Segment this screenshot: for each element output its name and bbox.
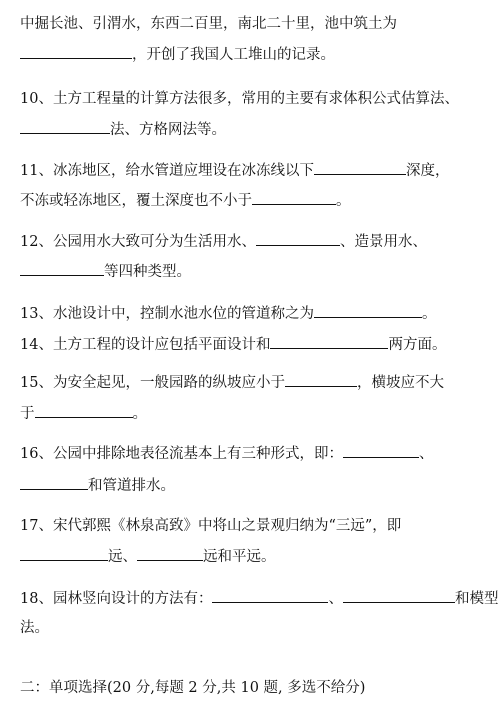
answer-blank[interactable] (314, 160, 406, 175)
text-line (20, 119, 460, 140)
line-text: 中掘长池、引渭水，东西二百里，南北二十里，池中筑土为 (20, 16, 397, 32)
text-line (20, 546, 460, 567)
line-text: 、 (418, 446, 434, 462)
line-text: 二：单项选择(20 分,每题 2 分,共 10 题, 多选不给分) (20, 680, 366, 696)
line-text: 远和平远。 (203, 549, 276, 565)
answer-blank[interactable] (256, 231, 340, 246)
line-text: 12、公园用水大致可分为生活用水、 (20, 234, 256, 250)
text-line (20, 372, 460, 393)
text-line (20, 443, 460, 464)
text-line (20, 678, 460, 698)
text-line (20, 261, 460, 282)
line-text: 10、土方工程量的计算方法很多，常用的主要有求体积公式估算法、 (20, 91, 459, 107)
answer-blank[interactable] (35, 403, 133, 418)
text-line (20, 588, 498, 609)
line-text: 、 (328, 591, 343, 607)
answer-blank[interactable] (20, 119, 110, 134)
text-line (20, 44, 460, 65)
line-text: ，横坡应不大 (356, 375, 444, 391)
text-line (20, 303, 460, 324)
text-line (20, 160, 460, 181)
answer-blank[interactable] (343, 443, 419, 458)
answer-blank[interactable] (20, 261, 104, 276)
line-text: 。 (421, 306, 437, 322)
line-text: 法、方格网法等。 (110, 122, 226, 138)
answer-blank[interactable] (20, 546, 108, 561)
text-line (20, 475, 460, 496)
line-text: ，开创了我国人工堆山的记录。 (132, 47, 335, 63)
answer-blank[interactable] (343, 588, 455, 603)
answer-blank[interactable] (212, 588, 328, 603)
answer-blank[interactable] (20, 44, 132, 59)
text-line (20, 231, 460, 252)
line-text: 11、冰冻地区，给水管道应埋设在冰冻线以下 (20, 163, 314, 179)
line-text: 13、水池设计中，控制水池水位的管道称之为 (20, 306, 314, 322)
line-text: 不冻或轻冻地区，覆土深度也不小于 (20, 193, 252, 209)
line-text: 18、园林竖向设计的方法有： (20, 591, 213, 607)
line-text: 和模型 (454, 591, 498, 607)
text-line (20, 190, 460, 211)
line-text: 、造景用水、 (339, 234, 427, 250)
answer-blank[interactable] (314, 303, 422, 318)
line-text: 于 (20, 406, 35, 422)
line-text: 15、为安全起见，一般园路的纵坡应小于 (20, 375, 285, 391)
line-text: 等四种类型。 (104, 264, 191, 280)
line-text: 深度， (405, 163, 450, 179)
line-text: 法。 (20, 620, 49, 636)
answer-blank[interactable] (252, 190, 336, 205)
line-text: 。 (336, 193, 351, 209)
line-text: 16、公园中排除地表径流基本上有三种形式，即： (20, 446, 343, 462)
line-text: 远、 (108, 549, 137, 565)
text-line (20, 14, 460, 34)
answer-blank[interactable] (270, 334, 388, 349)
line-text: 14、土方工程的设计应包括平面设计和 (20, 337, 271, 353)
answer-blank[interactable] (137, 546, 203, 561)
line-text: 17、宋代郭熙《林泉高致》中将山之景观归纳为“三远”，即 (20, 518, 402, 534)
text-line (20, 516, 460, 536)
text-line (20, 89, 460, 109)
text-line (20, 334, 460, 355)
line-text: 。 (132, 406, 147, 422)
line-text: 两方面。 (388, 337, 447, 353)
answer-blank[interactable] (285, 372, 357, 387)
text-line (20, 618, 460, 638)
line-text: 和管道排水。 (88, 478, 175, 494)
answer-blank[interactable] (20, 475, 88, 490)
text-line (20, 403, 460, 424)
